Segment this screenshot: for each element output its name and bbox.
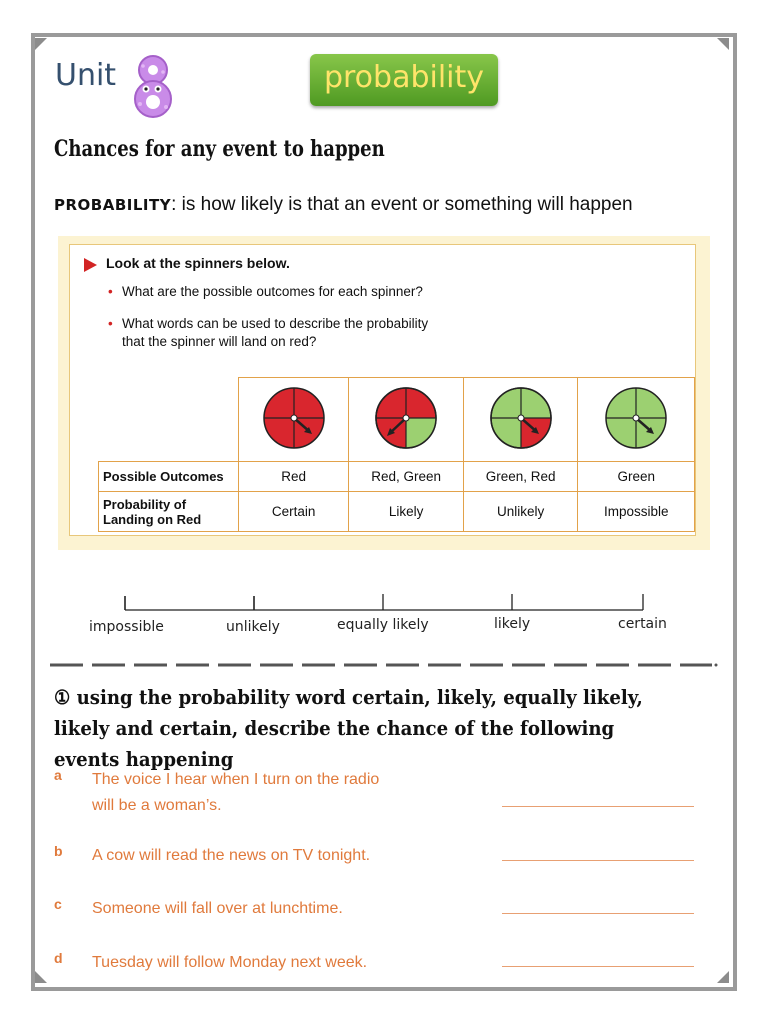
scale-label-impossible: impossible: [89, 619, 164, 635]
probability-1: Certain: [238, 492, 349, 532]
answer-line-c[interactable]: [502, 913, 694, 914]
unit-number-figure: [128, 52, 178, 127]
spinner-cell-2: [349, 378, 464, 462]
scale-label-certain: certain: [618, 616, 667, 632]
spinner-panel: [58, 236, 710, 550]
probability-definition: [54, 194, 633, 216]
unit-label: Unit: [55, 58, 117, 93]
definition-term: PROBABILITY: [54, 196, 172, 214]
spinner-cell-1: [238, 378, 349, 462]
item-letter: d: [54, 950, 63, 966]
spinner-all-green-icon: [604, 386, 668, 450]
item-letter: c: [54, 896, 62, 912]
section-heading: Chances for any event to happen: [54, 136, 385, 162]
probability-scale: [0, 585, 768, 645]
scale-label-equally-likely: equally likely: [337, 617, 429, 633]
scale-line: [0, 585, 768, 615]
item-text: A cow will read the news on TV tonight.: [92, 847, 371, 864]
probability-4: Impossible: [578, 492, 695, 532]
item-text: Tuesday will follow Monday next week.: [92, 954, 368, 971]
corner-ornament-bottom-right: [717, 971, 729, 983]
probability-2: Likely: [349, 492, 464, 532]
question-title: ① using the probability word certain, likely, equally likely, likely and certain, describe the chance of the following events happening: [54, 686, 643, 771]
scale-label-likely: likely: [494, 616, 531, 632]
corner-ornament-bottom-left: [35, 971, 47, 983]
row-header-outcomes: Possible Outcomes: [99, 462, 239, 492]
item-text: The voice I hear when I turn on the radio: [92, 771, 380, 788]
item-letter: a: [54, 767, 62, 783]
probability-title-badge: probability: [310, 54, 498, 106]
empty-cell: [99, 378, 239, 462]
outcome-4: Green: [578, 462, 695, 492]
answer-line-a[interactable]: [502, 806, 694, 807]
item-letter: b: [54, 843, 63, 859]
panel-intro: Look at the spinners below.: [106, 255, 290, 271]
outcome-3: Green, Red: [463, 462, 578, 492]
bullet-words: • What words can be used to describe the probability that the spinner will land on red?: [108, 316, 429, 349]
spinner-cell-4: [578, 378, 695, 462]
spinner-table: [98, 377, 695, 532]
item-text: Someone will fall over at lunchtime.: [92, 900, 343, 917]
spinner-cell-3: [463, 378, 578, 462]
corner-ornament-top-left: [35, 38, 47, 50]
corner-ornament-top-right: [717, 38, 729, 50]
spinner-all-red-icon: [262, 386, 326, 450]
spinner-mostly-green-icon: [489, 386, 553, 450]
item-text-continued: will be a woman’s.: [92, 797, 222, 814]
pointer-triangle-icon: [84, 258, 97, 272]
probability-3: Unlikely: [463, 492, 578, 532]
definition-text: : is how likely is that an event or something will happen: [171, 194, 633, 215]
outcome-1: Red: [238, 462, 349, 492]
spinner-mostly-red-icon: [374, 386, 438, 450]
bullet-dot-icon: •: [108, 316, 113, 331]
outcome-2: Red, Green: [349, 462, 464, 492]
row-header-probability: Probability of Landing on Red: [99, 492, 239, 532]
bullet-outcomes: • What are the possible outcomes for each spinner?: [108, 284, 423, 299]
bullet-dot-icon: •: [108, 284, 113, 299]
scale-label-unlikely: unlikely: [226, 619, 280, 635]
answer-line-d[interactable]: [502, 966, 694, 967]
answer-line-b[interactable]: [502, 860, 694, 861]
dashed-divider: [50, 662, 718, 668]
spinner-panel-box: [69, 244, 696, 536]
